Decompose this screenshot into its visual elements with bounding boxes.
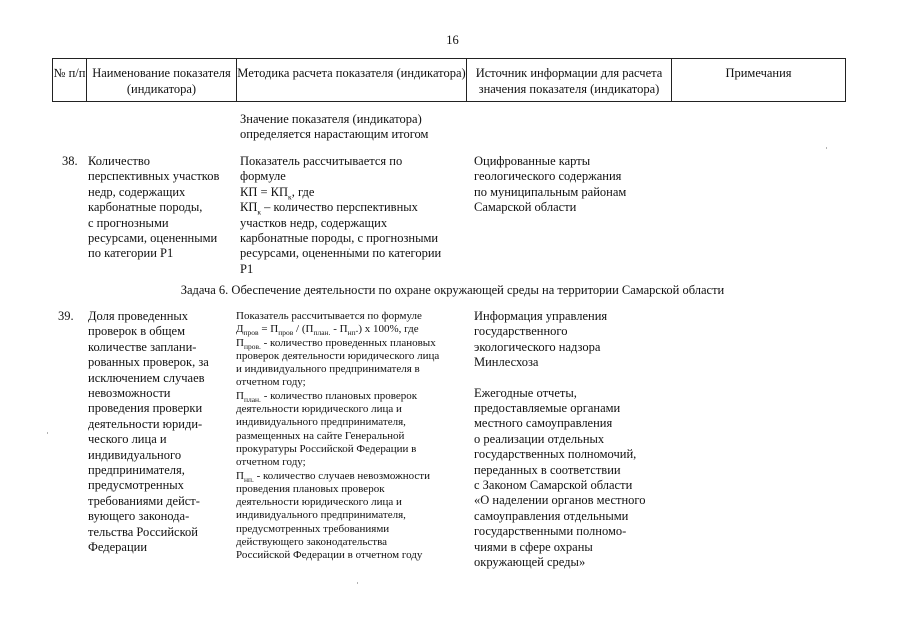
header-method: Методика расчета показателя (индикатора) [237,59,467,101]
header-num: № п/п [53,59,87,101]
row-38-num: 38. [62,154,78,168]
header-notes: Примечания [725,66,792,80]
header-name: Наименование показателя (индикатора) [87,59,237,101]
row-38-formula: КП = $КП_к$, где [240,184,315,202]
header-source: Источник информации для расчета значения показателя (индикатора) [467,59,672,101]
scan-mark [47,432,48,434]
row-38-name: Количество перспективных участков недр, содержащих карбонатные породы, с прогнозными ресурсами, оцененными по категории Р1 [88,154,220,261]
row-39-method: Показатель рассчитывается по формуле $Д_{пров} = П_{пров} / (П_{план.} - П_{нп}.)$ х 100%, где $П_{пров.}$ - количество проведенных плановых проверок деятельности юридического лица и индивидуального предпринимателя в отчетном году; $П_{план.}$ - количество плановых проверок деятельности юридического лица и индивидуального предпринимателя, размещенных на сайте Генеральной прокуратуры Российской Федерации в отчетном году; $П_{нп.}$ - количество случаев невозможности проведения плановых проверок деятельности юридического лица и индивидуального предпринимателя, предусмотренных требованиями действующего законодательства Российской Федерации в отчетном году [236,310,440,562]
row-38-method: Показатель рассчитывается по формуле КП = $КП_к$, где $КП_к$ – количество перспективных участков недр, содержащих карбонатные породы, с прогнозными ресурсами, оцененными по категории Р1 [240,154,442,276]
page-number: 16 [446,33,459,47]
table-header [52,58,846,102]
row-39-source: Информация управления государственного экологического надзора Минлесхоза Ежегодные отчеты, предоставляемые органами местного самоуправления о реализации отдельных государственных полномочий, переданных в соответствии с Законом Самарской области «О наделении органов местного самоуправления отдельными государственными полномо- чиями в сфере охраны окружающей среды» [474,309,646,570]
row-38-definition: $КП_к$ – количество перспективных [240,200,418,217]
scan-mark [357,582,358,584]
scan-mark [349,248,350,250]
scan-mark [826,147,827,149]
row-39-num: 39. [58,309,74,323]
row-38-source: Оцифрованные карты геологического содержания по муниципальным районам Самарской области [474,154,627,215]
scan-mark [632,451,633,453]
row-39-formula: $Д_{пров} = П_{пров} / (П_{план.} - П_{нп}.)$ х 100%, где [236,323,419,338]
task-6-heading: Задача 6. Обеспечение деятельности по охране окружающей среды на территории Самарской области [180,283,725,297]
row-39-name: Доля проведенных проверок в общем количестве заплани- рованных проверок, за исключением случаев невозможности проведения проверки деятельности юриди- ческого лица и индивидуального предпринимателя, предусмотренных требованиями дейст- вующего законода- тельства Российской Федерации [88,309,209,555]
continuation-text: Значение показателя (индикатора) определяется нарастающим итогом [240,112,429,142]
